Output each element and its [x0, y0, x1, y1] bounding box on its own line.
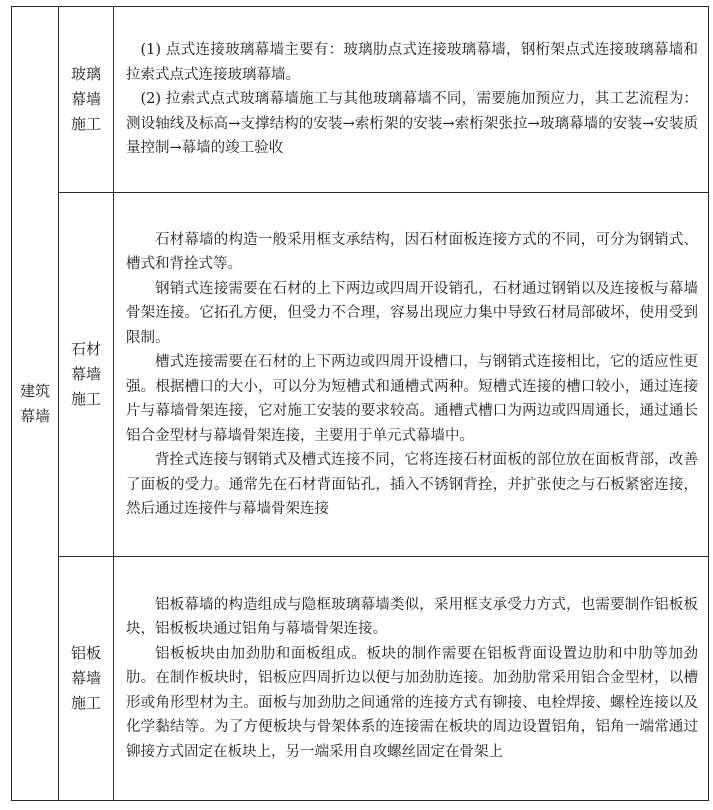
- table-row: [12, 557, 709, 801]
- paragraph: 铝板幕墙的构造组成与隐框玻璃幕墙类似，采用框支承受力方式，也需要制作铝板板块，铝板板块通过铝角与幕墙骨架连接。: [126, 596, 698, 638]
- paragraph: (2) 拉索式点式玻璃幕墙施工与其他玻璃幕墙不同，需要施加预应力，其工艺流程为：测设轴线及标高→支撑结构的安装→索桁架的安装→索桁架张拉→玻璃幕墙的安装→安装质量控制→幕墙的竣工验收: [126, 91, 698, 157]
- paragraph: 背拴式连接与钢销式及槽式连接不同，它将连接石材面板的部位放在面板背部，改善了面板的受力。通常先在石材背面钻孔，插入不锈钢背拴，并扩张使之与石板紧密连接，然后通过连接件与幕墙骨架连接: [126, 452, 698, 517]
- table-row: [12, 193, 709, 557]
- subcategory-cell: [59, 557, 114, 801]
- content-cell: [114, 557, 709, 801]
- content-cell: [114, 7, 709, 193]
- subcategory-cell: [59, 7, 114, 193]
- subcategory-label: 铝板幕墙施工: [70, 644, 101, 712]
- category-cell: [12, 7, 59, 801]
- subcategory-cell: [59, 193, 114, 557]
- paragraph: 槽式连接需要在石材的上下两边或四周开设槽口，与钢销式连接相比，它的适应性更强。根据槽口的大小，可以分为短槽式和通槽式两种。短槽式连接的槽口较小，通过连接片与幕墙骨架连接，它对施工安装的要求较高。通槽式槽口为两边或四周通长，通过通长铝合金型材与幕墙骨架连接，主要用于单元式幕墙中。: [126, 354, 698, 444]
- category-label: 建筑幕墙: [19, 381, 50, 425]
- content-cell: [114, 193, 709, 557]
- paragraph: 钢销式连接需要在石材的上下两边或四周开设销孔，石材通过钢销以及连接板与幕墙骨架连接。它拓孔方便，但受力不合理，容易出现应力集中导致石材局部破坏，使用受到限制。: [126, 280, 698, 346]
- table-row: [12, 7, 709, 193]
- spec-table: [11, 6, 709, 801]
- paragraph: 铝板板块由加劲肋和面板组成。板块的制作需要在铝板背面设置边肋和中肋等加劲肋。在制作板块时，铝板应四周折边以便与加劲肋连接。加劲肋常采用铝合金型材，以槽形或角形型材为主。面板与加劲肋之间通常的连接方式有铆接、电栓焊接、螺栓连接以及化学黏结等。为了方便板块与骨架体系的连接需在板块的周边设置铝角，铝角一端常通过铆接方式固定在板块上，另一端采用自攻螺丝固定在骨架上: [126, 645, 698, 760]
- subcategory-label: 玻璃幕墙施工: [70, 65, 101, 133]
- subcategory-label: 石材幕墙施工: [70, 340, 101, 408]
- paragraph: (1) 点式连接玻璃幕墙主要有：玻璃肋点式连接玻璃幕墙，钢桁架点式连接玻璃幕墙和拉索式点式连接玻璃幕墙。: [126, 42, 698, 83]
- paragraph: 石材幕墙的构造一般采用框支承结构，因石材面板连接方式的不同，可分为钢销式、槽式和背拴式等。: [126, 231, 698, 272]
